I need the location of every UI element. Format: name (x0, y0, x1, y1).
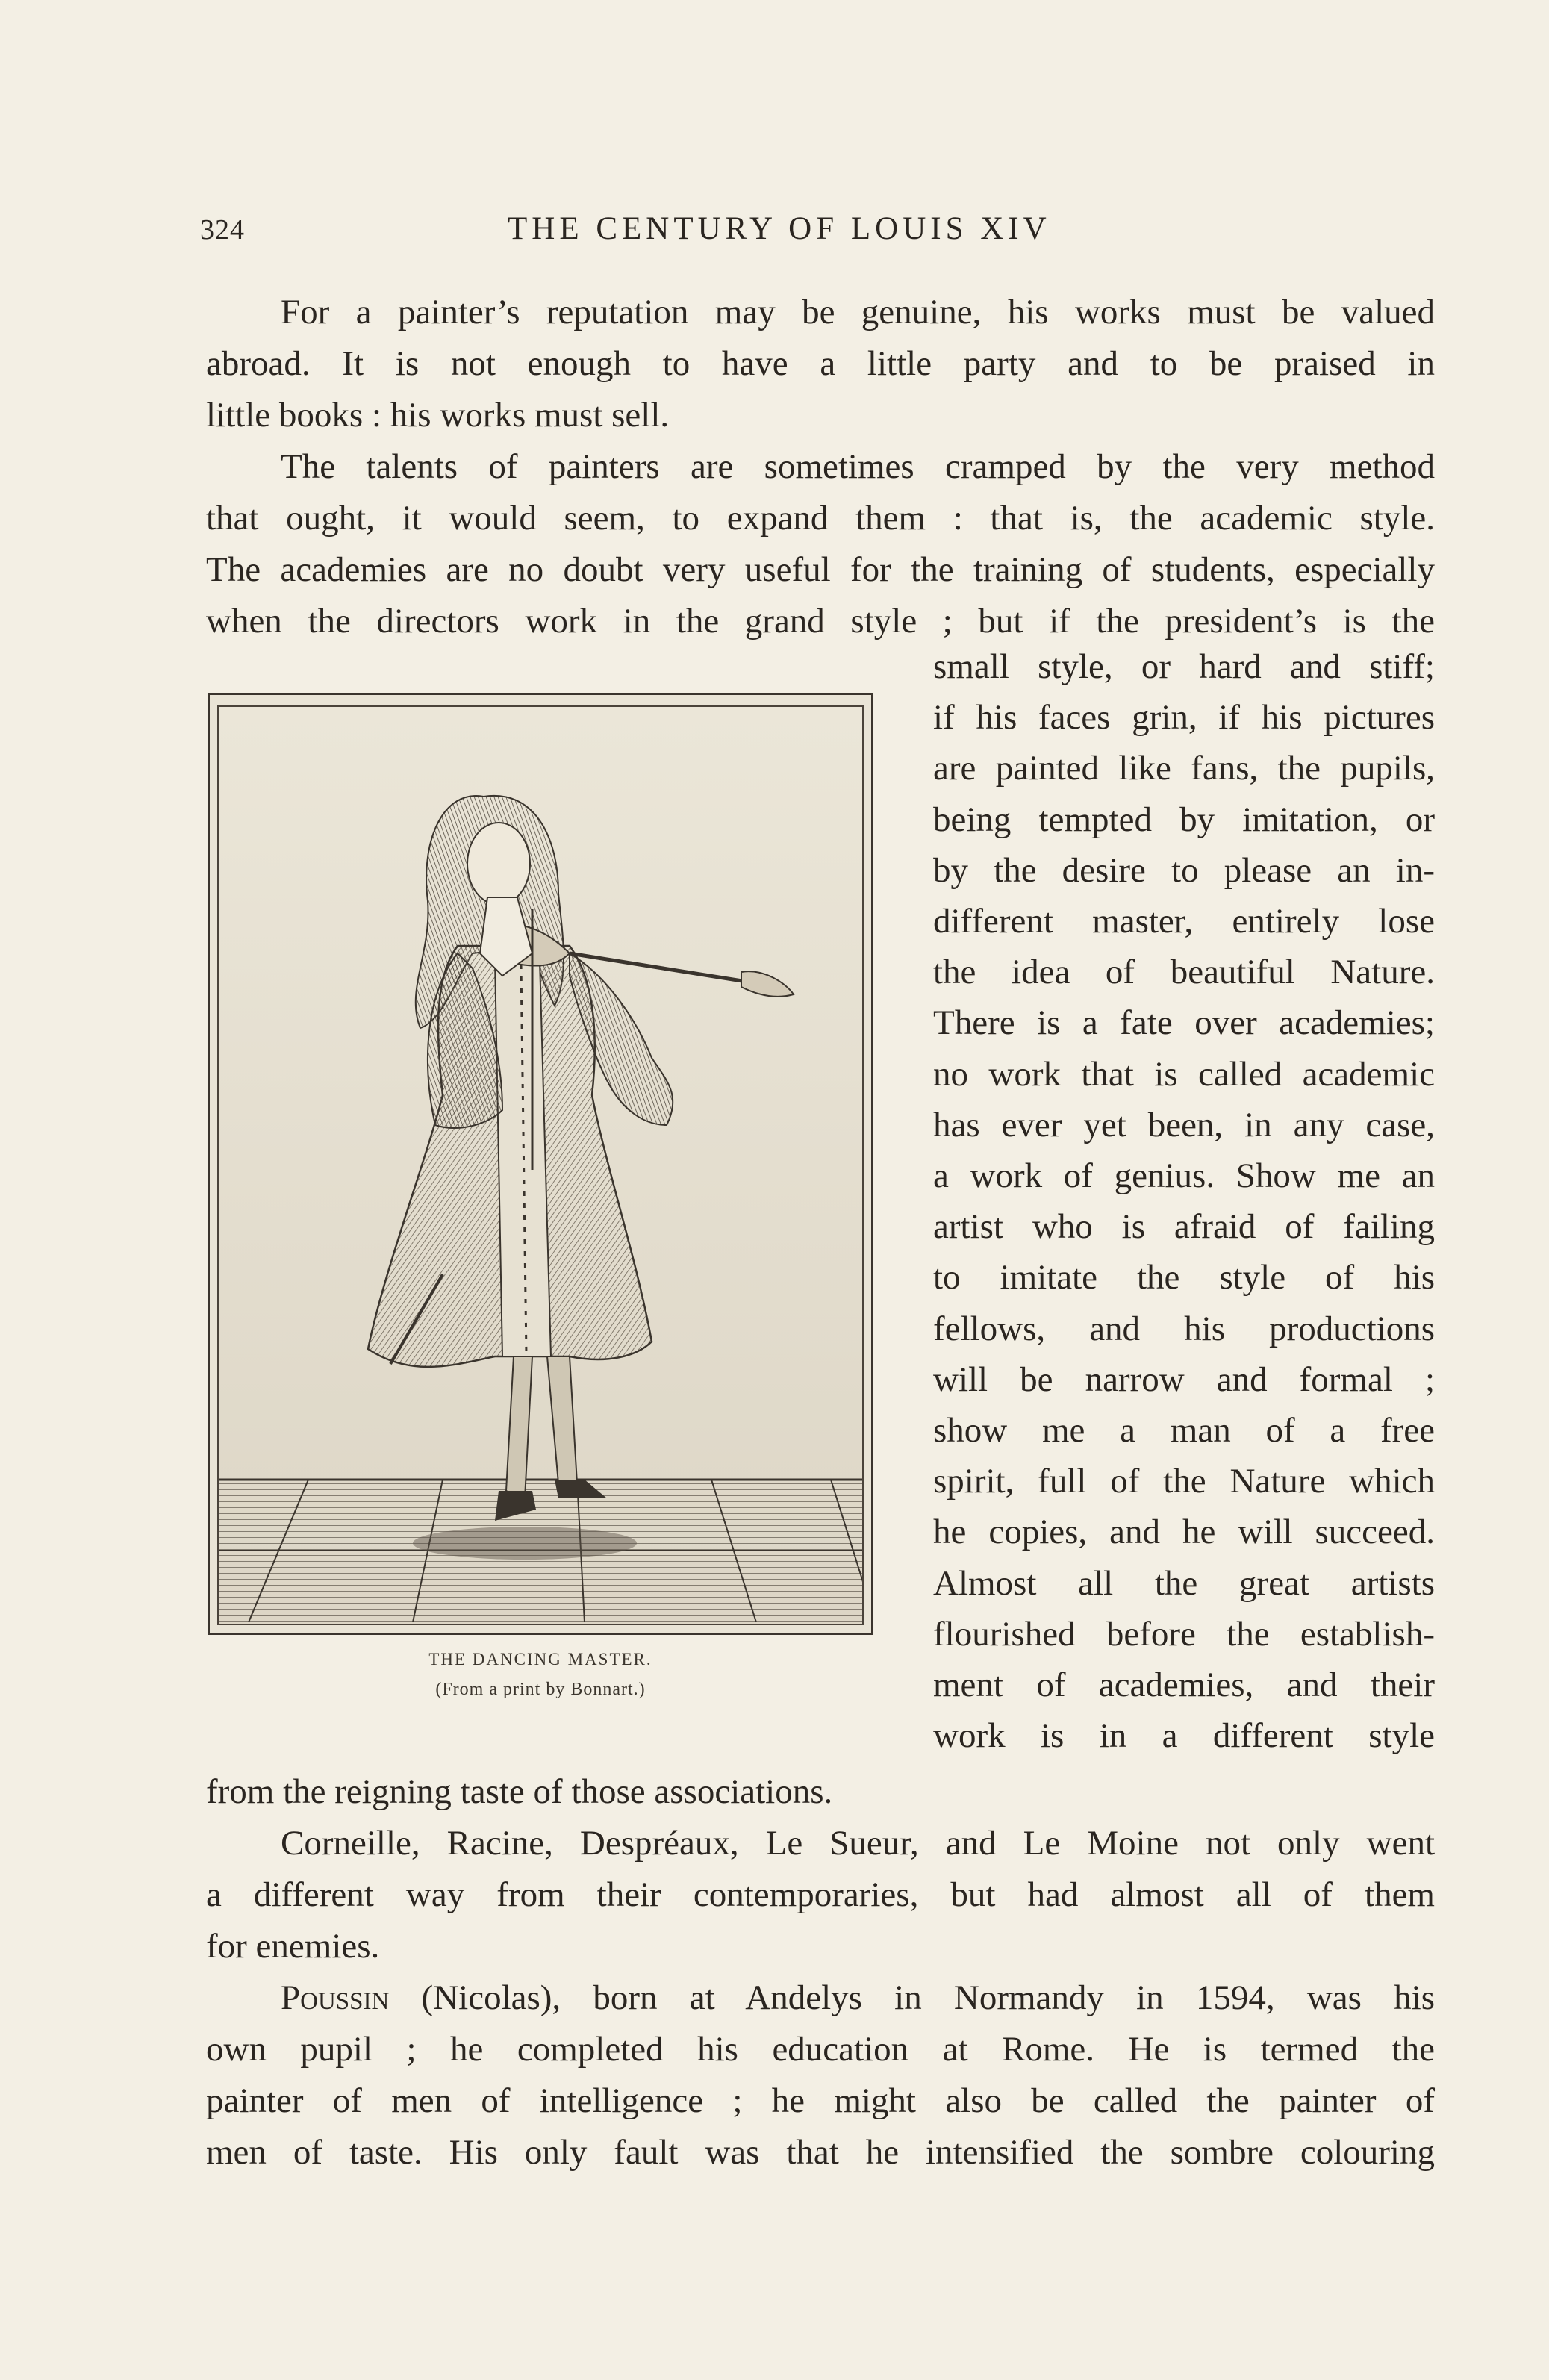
poussin-first-line: (Nicolas), born at Andelys in Normandy in 1594, was his (389, 1978, 1435, 2017)
text-line: own pupil ; he completed his education at Rome. He is termed the (206, 2030, 1435, 2069)
text-line: artist who is afraid of failing (933, 1207, 1435, 1247)
text-line: Corneille, Racine, Despréaux, Le Sueur, and Le Moine not only went (281, 1824, 1435, 1863)
text-line: Almost all the great artists (933, 1563, 1435, 1603)
text-line: different master, entirely lose (933, 902, 1435, 941)
text-line: The academies are no doubt very useful for the training of students, especially (206, 550, 1435, 589)
text-line: are painted like fans, the pupils, (933, 749, 1435, 788)
text-line: from the reigning taste of those associations. (206, 1772, 833, 1811)
text-line: being tempted by imitation, or (933, 800, 1435, 839)
text-line: he copies, and he will succeed. (933, 1513, 1435, 1552)
text-line: a different way from their contemporaries, but had almost all of them (206, 1875, 1435, 1914)
dancing-master-illustration (219, 707, 862, 1622)
text-line: flourished before the establish- (933, 1614, 1435, 1654)
text-line: a work of genius. Show me an (933, 1156, 1435, 1196)
text-line: painter of men of intelligence ; he might also be called the painter of (206, 2081, 1435, 2120)
page-number: 324 (200, 214, 245, 246)
text-line (206, 1972, 1435, 2024)
paragraph-reputation (206, 287, 1435, 441)
text-line: The talents of painters are sometimes cramped by the very method (281, 447, 1435, 486)
text-line: spirit, full of the Nature which (933, 1462, 1435, 1501)
bottom-text-block (206, 1766, 1435, 2178)
text-line: ment of academies, and their (933, 1666, 1435, 1705)
running-head: THE CENTURY OF LOUIS XIV (508, 211, 1051, 246)
text-line: will be narrow and formal ; (933, 1359, 1435, 1399)
figure-caption-title: THE DANCING MASTER. (428, 1650, 652, 1669)
paragraph-poussin (206, 1972, 1435, 2178)
text-line: small style, or hard and stiff; (933, 647, 1435, 686)
text-line: no work that is called academic (933, 1054, 1435, 1094)
text-line: when the directors work in the grand style ; but if the president’s is the (206, 602, 1435, 641)
text-line: to imitate the style of his (933, 1258, 1435, 1298)
text-line: There is a fate over academies; (933, 1003, 1435, 1043)
figure-caption-source: (From a print by Bonnart.) (435, 1680, 646, 1699)
wrapped-text-column (933, 641, 1435, 1761)
text-line: work is in a different style (933, 1716, 1435, 1756)
text-line: that ought, it would seem, to expand them : that is, the academic style. (206, 499, 1435, 538)
text-line: little books : his works must sell. (206, 396, 670, 434)
text-line: has ever yet been, in any case, (933, 1105, 1435, 1144)
engraving-image (217, 705, 864, 1625)
text-line: by the desire to please an in- (933, 850, 1435, 890)
text-line: For a painter’s reputation may be genuine, his works must be valued (281, 293, 1435, 331)
text-line: for enemies. (206, 1927, 380, 1966)
top-text-block (206, 287, 1435, 647)
engraving-plate (208, 693, 873, 1635)
poussin-name: Poussin (281, 1978, 390, 2017)
text-line: fellows, and his productions (933, 1309, 1435, 1348)
text-line: men of taste. His only fault was that he intensified the sombre colouring (206, 2133, 1435, 2172)
text-line: the idea of beautiful Nature. (933, 953, 1435, 992)
text-line: abroad. It is not enough to have a little party and to be praised in (206, 344, 1435, 383)
paragraph-corneille (206, 1818, 1435, 1972)
paragraph-academies (206, 441, 1435, 647)
paragraph-wrap-end (206, 1766, 1435, 1818)
figure-dancing-master (208, 693, 873, 1635)
text-line: if his faces grin, if his pictures (933, 698, 1435, 738)
text-line: show me a man of a free (933, 1411, 1435, 1451)
